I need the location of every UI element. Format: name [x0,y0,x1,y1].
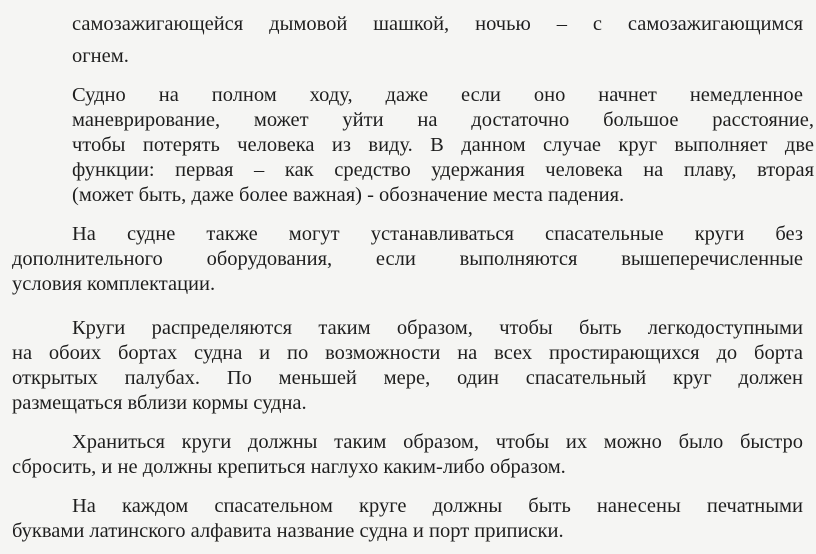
text-line: буквами латинского алфавита название судна и порт приписки. [12,520,564,542]
text-line: Судно на полном ходу, даже если оно начнет немедленное [72,84,803,106]
text-line: открытых палубах. По меньшей мере, один спасательный круг должен [12,367,803,389]
text-line: на обоих бортах судна и по возможности на всех простирающихся до борта [12,342,803,364]
text-line: самозажигающейся дымовой шашкой, ночью – с самозажигающимся [72,13,803,35]
text-line: Круги распределяются таким образом, чтобы быть легкодоступными [72,317,803,339]
text-line: размещаться вблизи кормы судна. [12,392,307,414]
text-line: На каждом спасательном круге должны быть нанесены печатными [72,495,803,517]
text-line: На судне также могут устанавливаться спасательные круги без [72,223,803,245]
text-line: дополнительного оборудования, если выполняются вышеперечисленные [12,248,803,270]
text-line: сбросить, и не должны крепиться наглухо каким-либо образом. [12,456,566,478]
text-line: огнем. [72,45,129,67]
text-line: чтобы потерять человека из виду. В данном случае круг выполняет две [72,134,814,156]
text-line: (может быть, даже более важная) - обозначение места падения. [72,184,625,206]
text-line: условия комплектации. [12,273,216,295]
text-line: функции: первая – как средство удержания человека на плаву, вторая [72,159,814,181]
text-line: Храниться круги должны таким образом, чтобы их можно было быстро [72,431,803,453]
text-line: маневрирование, может уйти на достаточно большое расстояние, [72,109,814,131]
